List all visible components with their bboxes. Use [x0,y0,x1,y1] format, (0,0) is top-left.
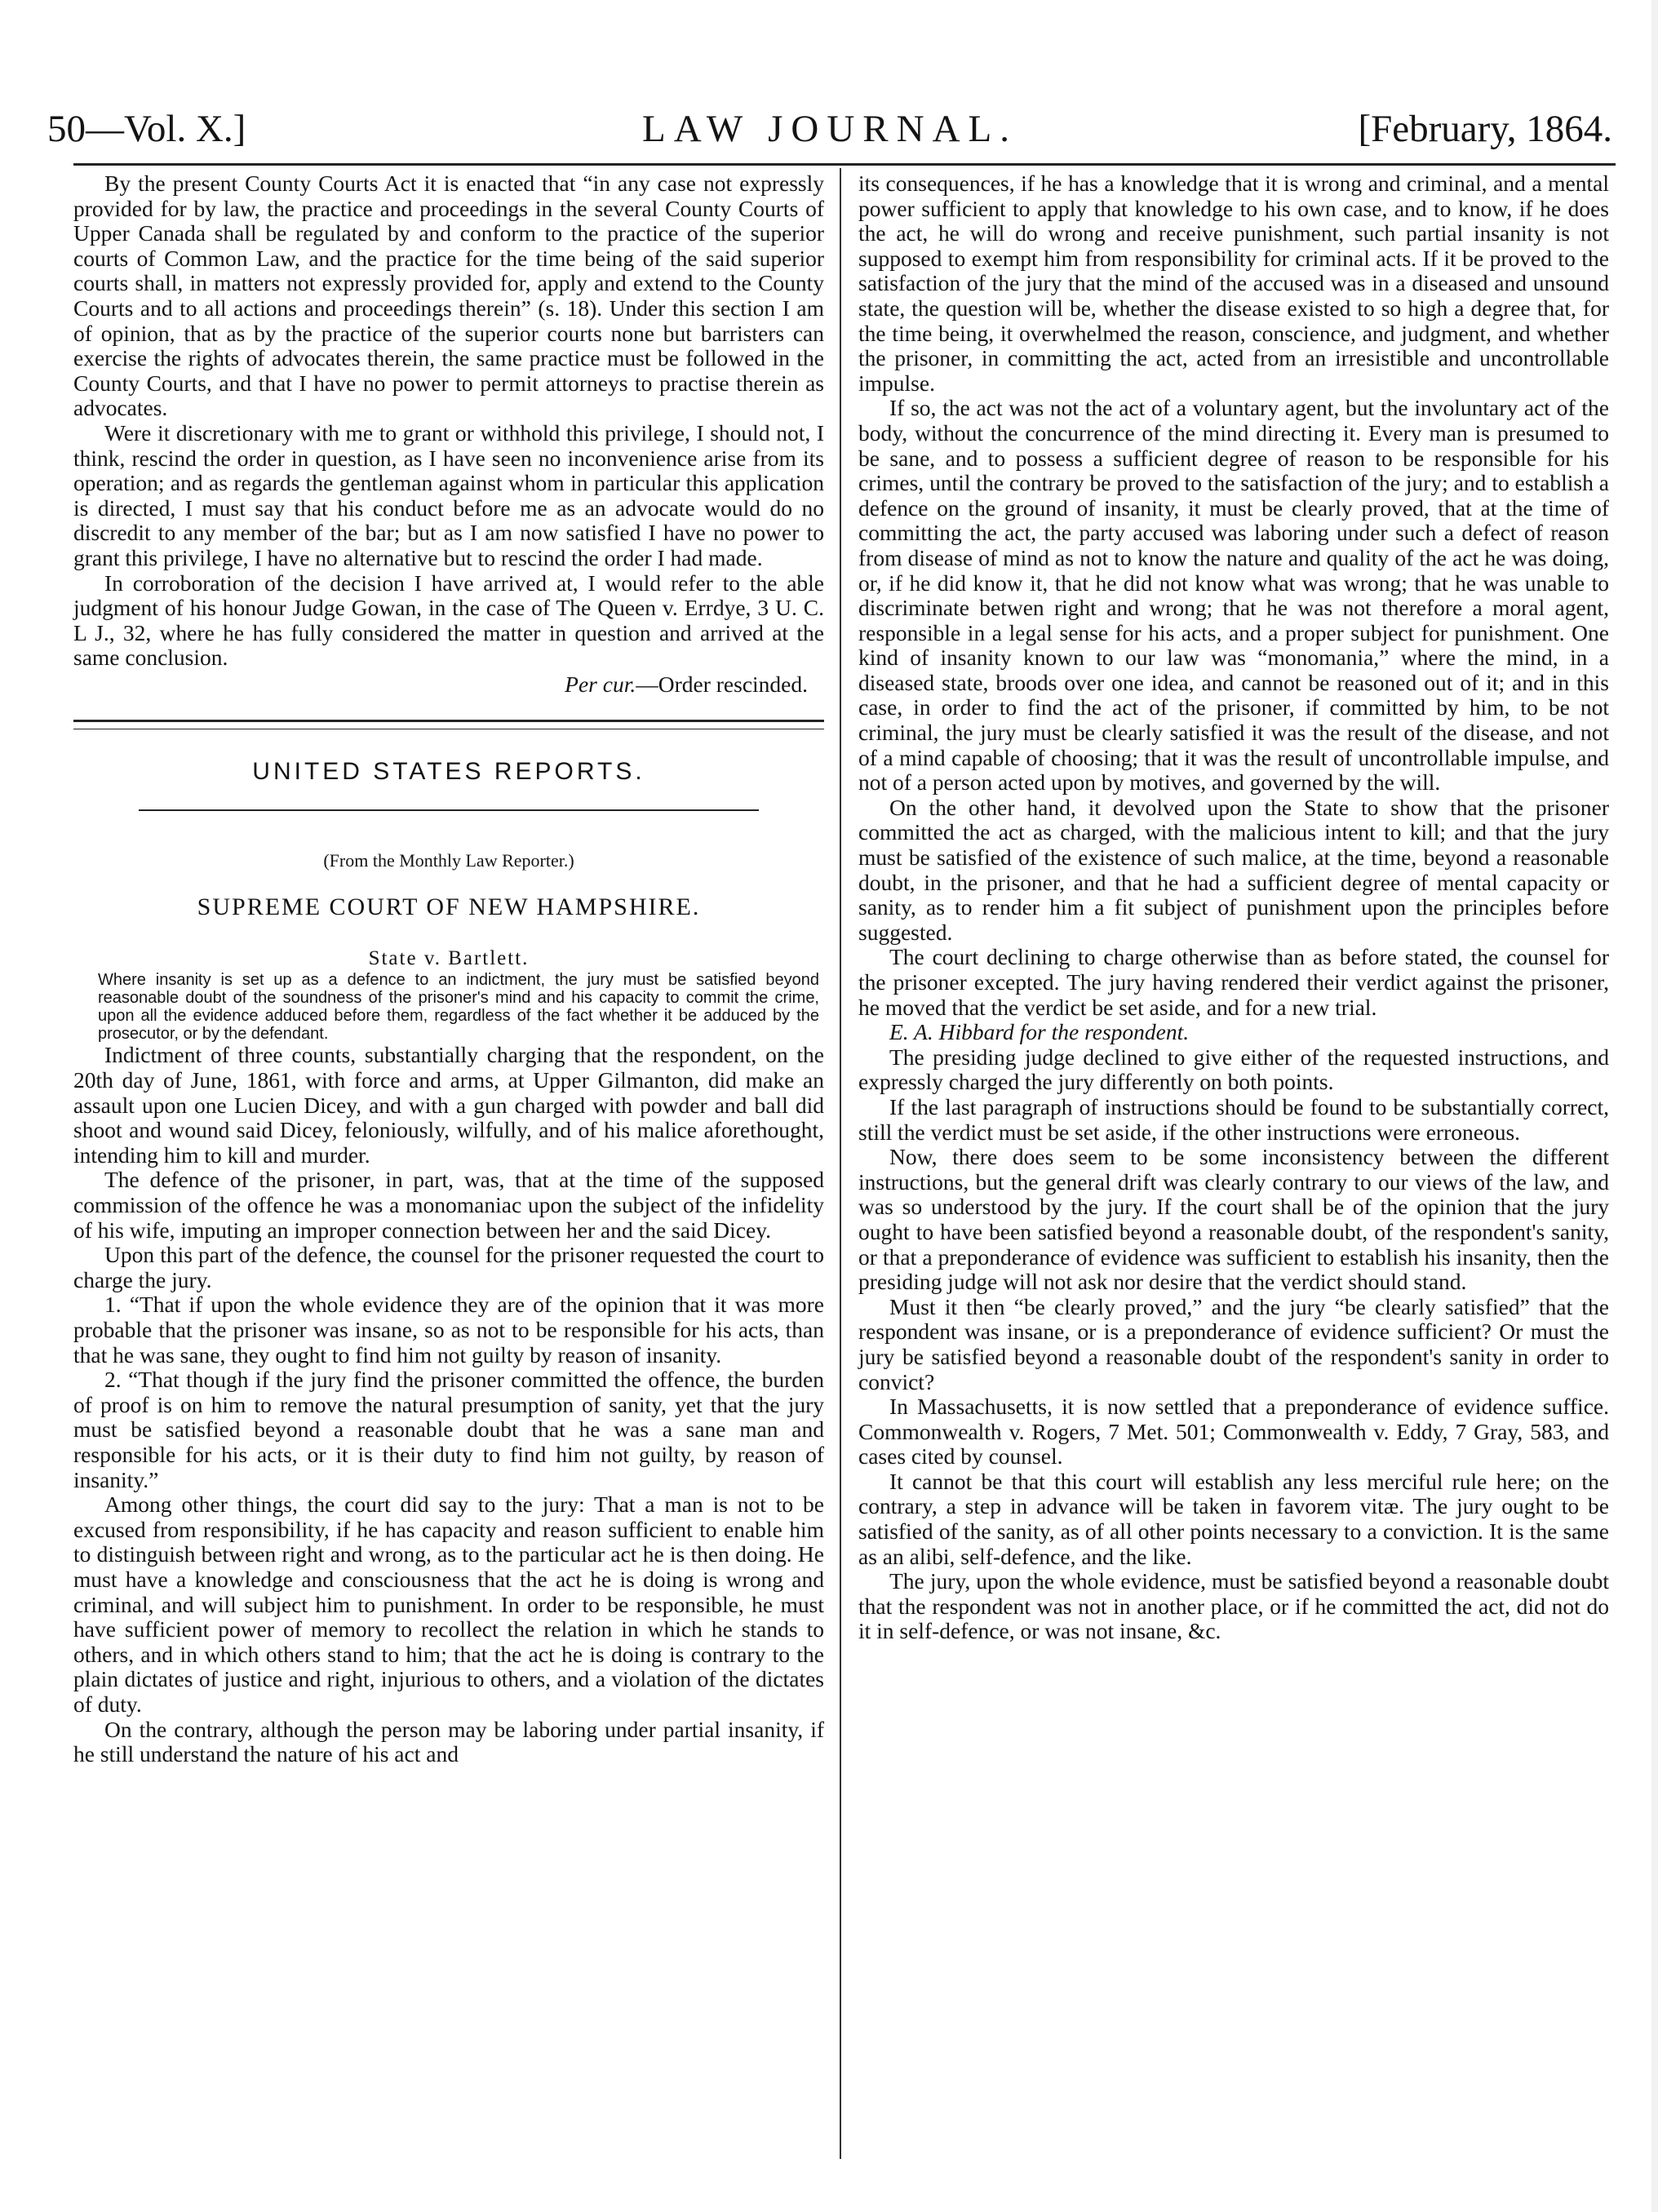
paragraph: On the other hand, it devolved upon the State to show that the prisoner committed the act as charged, with the malicious intent to kill; and that the jury must be satisfied of the existence of such malice, at the time, beyond a reasonable doubt, in the prisoner, and that he had a sufficient degree of mental capacity or sanity, as to render him a fit subject of punishment upon the principles before suggested. [858,794,1609,945]
right-column [858,171,1609,1644]
court-name: SUPREME COURT OF NEW HAMPSHIRE. [197,893,701,921]
paragraph: The jury, upon the whole evidence, must be satisfied beyond a reasonable doubt that the respondent was not in another place, or if he committed the act, did not do it in self-defence, or was not insane, &c. [858,1568,1609,1644]
paragraph: Indictment of three counts, substantially charging that the respondent, on the 20th day of June, 1861, with force and arms, at Upper Gilmanton, did make an assault upon one Lucien Dicey, and with a gun charged with powder and ball did shoot and wound said Dicey, feloniously, wilfully, and of his malice aforethought, intending him to kill and murder. [73,1042,824,1168]
paragraph: If the last paragraph of instructions should be found to be substantially correct, still the verdict must be set aside, if the other instructions were erroneous. [858,1093,1609,1145]
headnote: Where insanity is set up as a defence to an indictment, the jury must be satisfied beyond reasonable doubt of the soundness of the prisoner's mind and his capacity to commit the crime, upon all the evidence adduced before them, regardless of the fact whether it be adduced by the prosecutor, or by the defendant. [98,971,819,1044]
header-volume: 50—Vol. X.] [47,108,246,150]
paragraph: Among other things, the court did say to the jury: That a man is not to be excused from responsibility, if he has capacity and reason sufficient to enable him to distinguish between right and wrong, as to the particular act he is then doing. He must have a knowledge and consciousness that the act he is doing is wrong and criminal, and will subject him to punishment. In order to be responsible, he must have sufficient power of memory to recollect the relation in which he stands to others, and in which others stand to him; that the act he is doing is contrary to the plain dictates of justice and right, injurious to others, and a violation of the dictates of duty. [73,1492,824,1717]
paragraph: On the contrary, although the person may be laboring under partial insanity, if he still understand the nature of his act and [73,1716,824,1767]
left-column [73,171,824,1767]
paragraph: In corroboration of the decision I have arrived at, I would refer to the able judgment of his honour Judge Gowan, in the case of The Queen v. Errdye, 3 U. C. L J., 32, where he has fully considered the matter in question and arrived at the same conclusion. [73,570,824,671]
section-title: UNITED STATES REPORTS. [252,758,645,786]
source-note: (From the Monthly Law Reporter.) [323,850,574,871]
paragraph: By the present County Courts Act it is enacted that “in any case not expressly provided for by law, the practice and proceedings in the several County Courts of Upper Canada shall be regulated by and conform to the practice of the superior courts of Common Law, and the practice for the time being of the said superior courts shall, in matters not expressly provided for, apply and extend to the County Courts and to all actions and proceedings therein” (s. 18). Under this section I am of opinion, that as by the practice of the superior courts none but barristers can exercise the rights of advocates therein, the same practice must be followed in the County Courts, and that I have no power to permit attorneys to practise therein as advocates. [73,171,824,421]
paragraph: its consequences, if he has a knowledge that it is wrong and criminal, and a mental power sufficient to apply that knowledge to his own case, and to know, if he does the act, he will do wrong and receive punishment, such partial insanity is not supposed to exempt him from responsibility for criminal acts. If it be proved to the satisfaction of the jury that the mind of the accused was in a diseased and unsound state, the question will be, whether the disease existed to so high a degree that, for the time being, it overwhelmed the reason, conscience, and judgment, and whether the prisoner, in committing the act, acted from an irresistible and uncontrollable impulse. [858,171,1609,396]
paragraph: The defence of the prisoner, in part, was, that at the time of the supposed commission of the offence he was a monomaniac upon the subject of the infidelity of his wife, imputing an improper connection between her and the said Dicey. [73,1167,824,1243]
header-rule [73,163,1616,166]
paragraph: The court declining to charge otherwise than as before stated, the counsel for the prisoner excepted. The jury having rendered their verdict against the prisoner, he moved that the verdict be set aside, and for a new trial. [858,944,1609,1020]
paragraph: Must it then “be clearly proved,” and the jury “be clearly satisfied” that the respondent was insane, or is a preponderance of evidence sufficient? Or must the jury be satisfied beyond a reasonable doubt of the respondent's sanity in order to convict? [858,1293,1609,1394]
section-rule [139,809,759,811]
paragraph: 2. “That though if the jury find the prisoner committed the offence, the burden of proof is on him to remove the natural presumption of sanity, yet that the jury must be satisfied beyond a reasonable doubt that he was a sane man and responsible for his acts, or it is their duty to find him not guilty, by reason of insanity.” [73,1367,824,1492]
paragraph: If so, the act was not the act of a voluntary agent, but the involuntary act of the body, without the concurrence of the mind directing it. Every man is presumed to be sane, and to possess a sufficient degree of reason to be responsible for his crimes, until the contrary be proved to the satisfaction of the jury; and to establish a defence on the ground of insanity, it must be clearly proved, that at the time of committing the act, the party accused was laboring under such a defect of reason from disease of mind as not to know the nature and quality of the act he was doing, or, if he did know it, that he did not know what was wrong; that he was unable to discriminate betwen right and wrong; that he was not therefore a moral agent, responsible in a legal sense for his acts, and a proper subject for punishment. One kind of insanity known to our law was “monomania,” where the mind, in a diseased state, broods over one idea, and cannot be reasoned out of it; and in this case, in order to find the act of the prisoner, if committed by him, to be not criminal, the jury must be clearly satisfied it was the result of the disease, and not of a mind capable of choosing; that it was the result of uncontrollable impulse, and not of a person acted upon by motives, and governed by the will. [858,395,1609,796]
header-date: [February, 1864. [1358,108,1612,150]
header-journal-title: LAW JOURNAL. [641,108,1017,150]
case-name: State v. Bartlett. [368,947,530,970]
paragraph: Now, there does seem to be some inconsistency between the different instructions, but the general drift was clearly contrary to our views of the law, and was so understood by the jury. If the court shall be of the opinion that the jury ought to have been satisfied beyond a reasonable doubt, of the respondent's sanity, or that a preponderance of evidence was sufficient to establish his insanity, then the presiding judge will not ask nor desire that the verdict should stand. [858,1144,1609,1295]
page-header [47,104,1612,153]
signoff-order: —Order rescinded. [636,671,808,697]
column-divider [840,168,841,2159]
signoff-per-cur: Per cur. [565,671,636,697]
paragraph: 1. “That if upon the whole evidence they are of the opinion that it was more probable that the prisoner was insane, so as not to be responsible for his acts, than that he was sane, they ought to find him not guilty by reason of insanity. [73,1292,824,1368]
paragraph: In Massachusetts, it is now settled that a preponderance of evidence suffice. Commonwealth v. Rogers, 7 Met. 501; Commonwealth v. Eddy, 7 Gray, 583, and cases cited by counsel. [858,1394,1609,1469]
section-double-rule [73,720,824,729]
paragraph: The presiding judge declined to give either of the requested instructions, and expressly charged the jury differently on both points. [858,1044,1609,1095]
paragraph: It cannot be that this court will establish any less merciful rule here; on the contrary, a step in advance will be taken in favorem vitæ. The jury ought to be satisfied of the sanity, as of all other points necessary to a conviction. It is the same as an alibi, self-defence, and the like. [858,1468,1609,1569]
order-signoff [73,672,824,698]
paragraph: Were it discretionary with me to grant or withhold this privilege, I should not, I think, rescind the order in question, as I have seen no inconvenience arise from its operation; and as regards the gentleman against whom in particular this application is directed, I must say that his conduct before me as an advocate would do no discredit to any member of the bar; but as I am now satisfied I have no power to grant this privilege, I have no alternative but to rescind the order I had made. [73,419,824,570]
paragraph: Upon this part of the defence, the counsel for the prisoner requested the court to charge the jury. [73,1242,824,1292]
page-edge [1651,0,1658,2212]
counsel-line: E. A. Hibbard for the respondent. [889,1019,1190,1045]
